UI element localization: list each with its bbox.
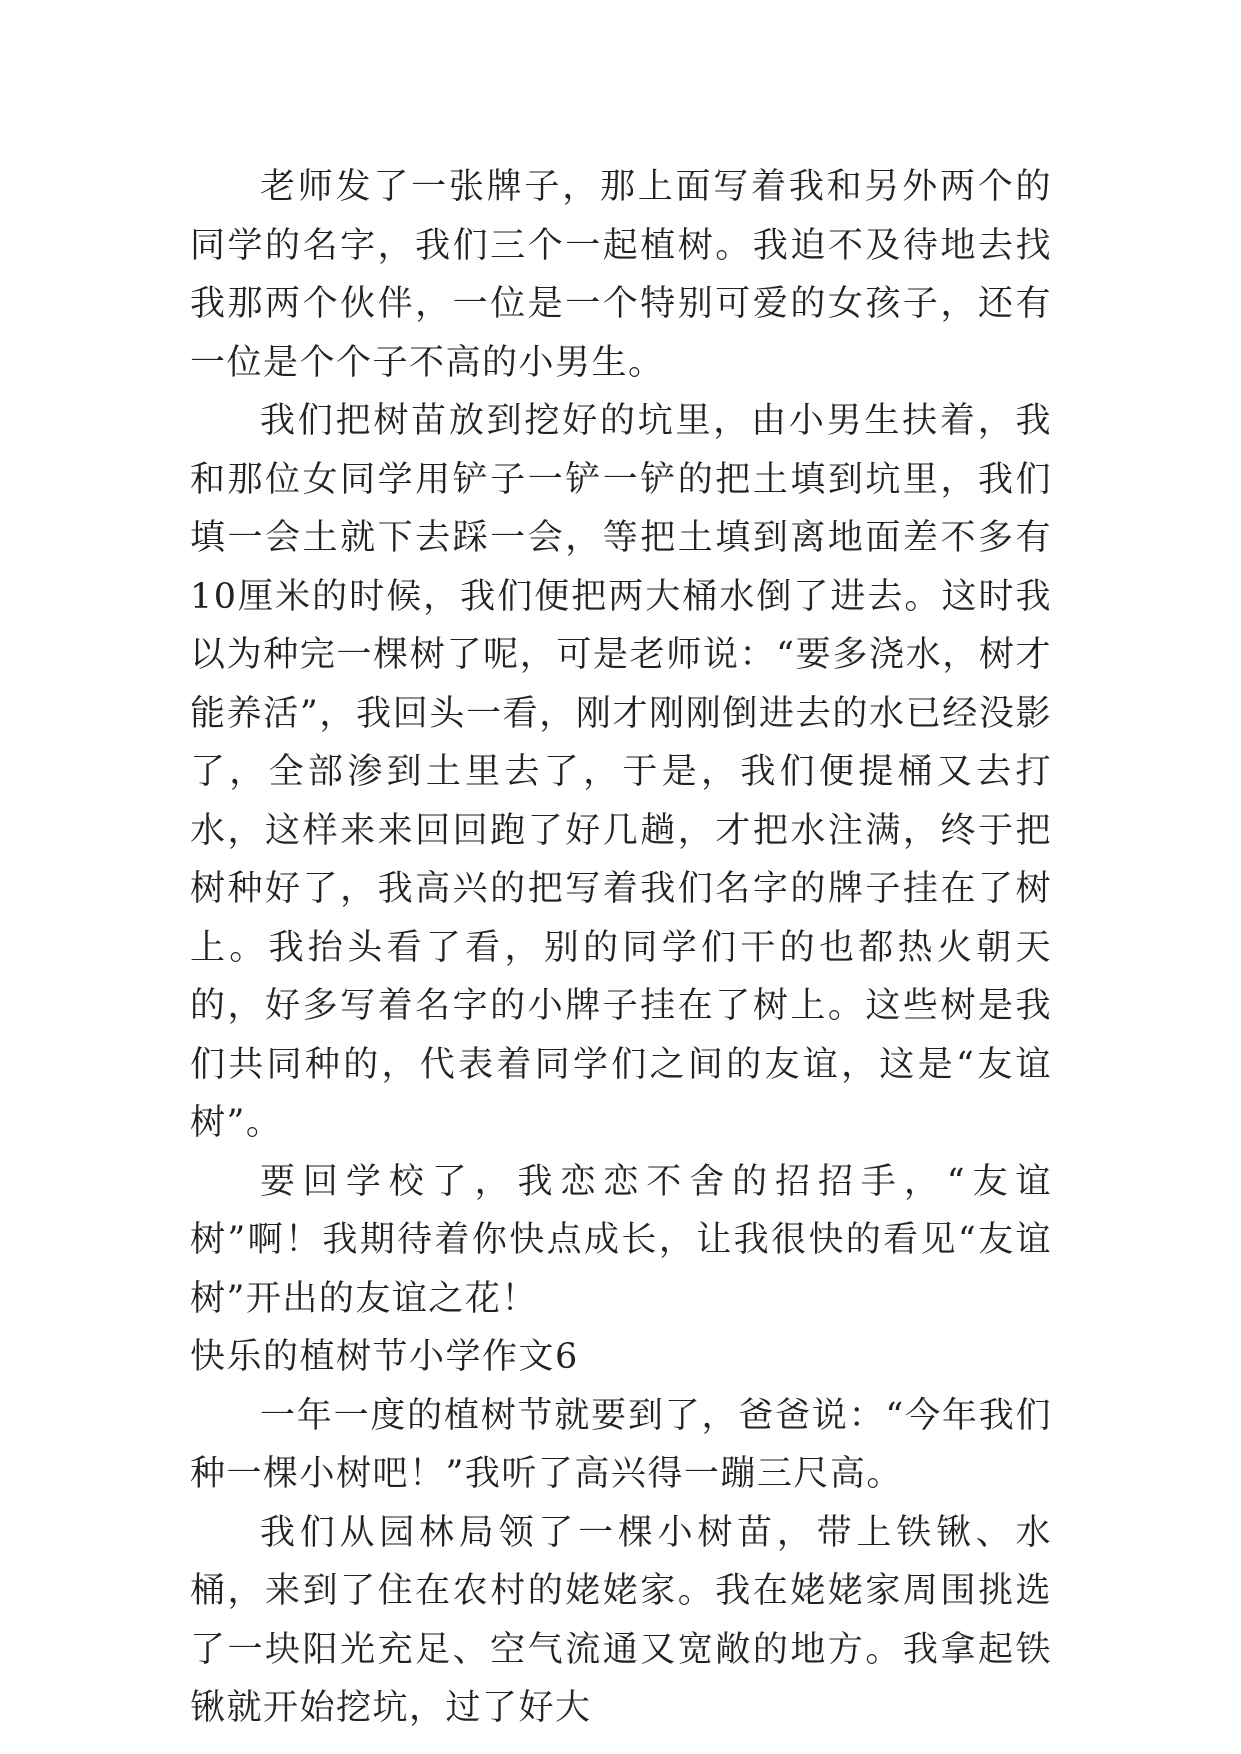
paragraph: 我们从园林局领了一棵小树苗，带上铁锹、水桶，来到了住在农村的姥姥家。我在姥姥家周围挑选了一块阳光充足、空气流通又宽敞的地方。我拿起铁锹就开始挖坑，过了好大	[190, 1512, 1052, 1728]
paragraph: 老师发了一张牌子，那上面写着我和另外两个的同学的名字，我们三个一起植树。我迫不及待地去找我那两个伙伴，一位是一个特别可爱的女孩子，还有一位是个个子不高的小男生。	[190, 167, 1052, 383]
paragraph: 一年一度的植树节就要到了，爸爸说：“今年我们种一棵小树吧！”我听了高兴得一蹦三尺高。	[190, 1395, 1052, 1494]
document-body	[190, 158, 1052, 1738]
paragraph: 要回学校了，我恋恋不舍的招招手，“友谊树”啊！我期待着你快点成长，让我很快的看见“友谊树”开出的友谊之花！	[190, 1161, 1052, 1319]
paragraph: 我们把树苗放到挖好的坑里，由小男生扶着，我和那位女同学用铲子一铲一铲的把土填到坑里，我们填一会土就下去踩一会，等把土填到离地面差不多有10厘米的时候，我们便把两大桶水倒了进去。这时我以为种完一棵树了呢，可是老师说：“要多浇水，树才能养活”，我回头一看，刚才刚刚倒进去的水已经没影了，全部渗到土里去了，于是，我们便提桶又去打水，这样来来回回跑了好几趟，才把水注满，终于把树种好了，我高兴的把写着我们名字的牌子挂在了树上。我抬头看了看，别的同学们干的也都热火朝天的，好多写着名字的小牌子挂在了树上。这些树是我们共同种的，代表着同学们之间的友谊，这是“友谊树”。	[190, 401, 1052, 1143]
section-title: 快乐的植树节小学作文6	[190, 1337, 579, 1377]
